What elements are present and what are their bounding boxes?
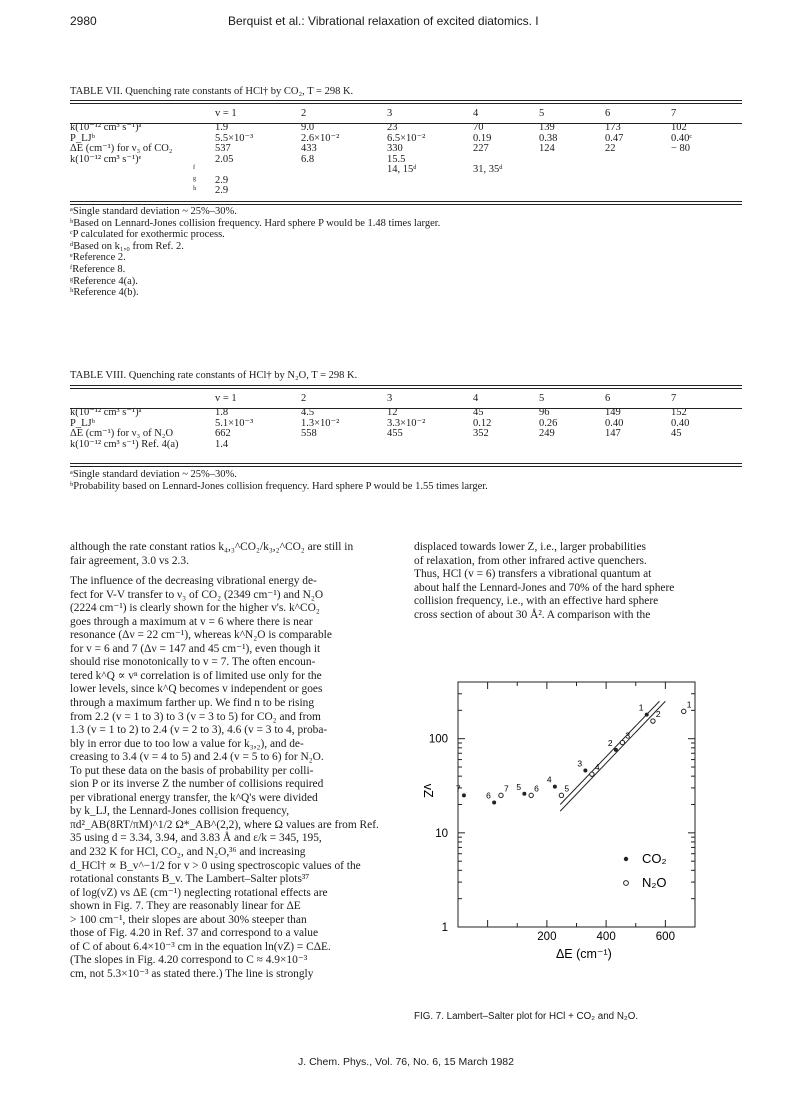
y-axis-label: vZ: [421, 783, 435, 798]
table-cell: [539, 440, 605, 451]
point-label: 5: [516, 781, 522, 792]
table-cell: [539, 176, 605, 187]
table-row: [70, 123, 742, 134]
footnote: ᵇProbability based on Lennard-Jones collision frequency. Hard sphere P would be 1.55 times larger.: [70, 480, 488, 492]
table7-bottom-rule: [70, 201, 742, 202]
table-cell: 2.9: [215, 174, 229, 186]
n2o-point: [620, 740, 624, 744]
x-axis-label: ΔE (cm⁻¹): [555, 947, 612, 961]
table-cell: ᵍ: [193, 174, 197, 186]
text-line: To put these data on the basis of probability per colli-: [70, 764, 314, 777]
table7-caption: TABLE VII. Quenching rate constants of HCl† by CO₂, T = 298 K.: [70, 86, 354, 97]
legend-n2o-marker: [624, 881, 629, 886]
table-cell: 102: [671, 122, 687, 133]
text-line: 1.3 (v = 1 to 2) to 2.4 (v = 2 to 3), 4.6 (v = 3 to 4, proba-: [70, 724, 328, 737]
table-cell: 6.8: [301, 153, 315, 165]
table-cell: 455: [387, 428, 403, 439]
point-label: 5: [564, 783, 570, 794]
n2o-point: [499, 793, 503, 797]
table-cell: 3.3×10⁻²: [387, 417, 426, 429]
table8-col-header-3: 3: [387, 393, 393, 404]
table-cell: [605, 186, 671, 197]
table-cell: 330: [387, 143, 403, 154]
table-cell: 5.1×10⁻³: [215, 417, 254, 429]
co2-point: [583, 768, 587, 772]
table-row: [70, 408, 742, 419]
table-cell: 0.26: [539, 417, 558, 429]
footnote: ᵃSingle standard deviation ~ 25%–30%.: [70, 206, 237, 217]
co2-point: [522, 792, 526, 796]
table-cell: [473, 176, 539, 187]
table-cell: [301, 165, 387, 176]
table-cell: [671, 186, 742, 197]
text-line: collision frequency, i.e., with an effective hard sphere: [414, 595, 659, 608]
text-line: resonance (Δν = 22 cm⁻¹), whereas k^N₂O is comparable: [70, 629, 332, 642]
text-line: through a maximum farther up. We find n to be rising: [70, 697, 315, 710]
table-cell: 0.47: [605, 132, 624, 144]
footnote: ᵉReference 2.: [70, 252, 126, 264]
table-cell: 537: [215, 143, 231, 154]
table-cell: 173: [605, 122, 621, 133]
table-row: [70, 165, 742, 176]
page-header: [70, 14, 742, 34]
text-line: of relaxation, from other infrared active quenchers.: [414, 554, 647, 567]
n2o-point: [559, 793, 563, 797]
point-label: 4: [594, 762, 600, 773]
table-cell: [605, 176, 671, 187]
table-cell: 249: [539, 428, 555, 439]
n2o-point: [590, 772, 594, 776]
table-cell: [539, 165, 605, 176]
text-line: by k_LJ, the Lennard-Jones collision frequency,: [70, 805, 290, 818]
running-title: Berquist et al.: Vibrational relaxation of excited diatomics. I: [228, 14, 539, 28]
table-cell: 0.40: [605, 417, 624, 429]
text-line: per vibrational energy transfer, the k^Q's were divided: [70, 791, 318, 804]
point-label: 1: [686, 699, 692, 710]
table7-col-header-7: 7: [671, 108, 677, 119]
footnote: ʰReference 4(b).: [70, 287, 139, 299]
point-label: 6: [534, 783, 539, 794]
table-cell: [539, 155, 605, 166]
table-cell: [605, 440, 671, 451]
table-cell: [539, 186, 605, 197]
co2-point: [645, 713, 649, 717]
y-tick-label: 100: [428, 733, 448, 746]
text-line: sion P or its inverse Z the number of collisions required: [70, 778, 324, 791]
table7-col-header-3: 3: [387, 108, 393, 119]
table-cell: [301, 440, 387, 451]
table7-col-header-5: 5: [539, 108, 545, 119]
table7-col-header-6: 6: [605, 108, 611, 119]
table8-col-header-4: 4: [473, 393, 479, 404]
table-cell: 1.8: [215, 407, 229, 418]
table7-col-header-2: 2: [301, 108, 307, 119]
table-cell: 9.0: [301, 122, 315, 133]
text-line: rotational constants B_v. The Lambert–Salter plots³⁷: [70, 873, 310, 886]
table-cell: 433: [301, 143, 317, 154]
table-cell: 0.19: [473, 132, 492, 144]
footnote: ᵈBased on k₁,₀ from Ref. 2.: [70, 240, 184, 252]
table-cell: 352: [473, 428, 489, 439]
table-row: [70, 144, 742, 155]
text-line: of log(vZ) vs ΔE (cm⁻¹) neglecting rotational effects are: [70, 886, 328, 899]
table-cell: 15.5: [387, 153, 406, 165]
table-cell: 558: [301, 428, 317, 439]
table-cell: ʰ: [193, 185, 197, 196]
legend-label: CO₂: [642, 851, 667, 866]
table-cell: 31, 35ᵈ: [473, 164, 503, 175]
table-cell: 6.5×10⁻²: [387, 132, 426, 144]
table-cell: 14, 15ᵈ: [387, 164, 417, 175]
table8-col-header-0: [70, 390, 215, 408]
table7-header-rule: [70, 123, 742, 124]
table-cell: 45: [473, 407, 484, 418]
co2-point: [553, 785, 557, 789]
table-cell: 662: [215, 428, 231, 439]
journal-footer: J. Chem. Phys., Vol. 76, No. 6, 15 March 1982: [298, 1056, 514, 1068]
table-cell: [671, 155, 742, 166]
table-cell: 22: [605, 143, 616, 154]
x-tick-label: 400: [596, 931, 616, 943]
co2-point: [462, 793, 466, 797]
table-row: [70, 176, 742, 187]
text-line: of C of about 6.4×10⁻³ cm in the equation ln(vZ) = CΔE.: [70, 940, 331, 953]
table7-top-rule: [70, 100, 742, 101]
figure-7-caption: FIG. 7. Lambert–Salter plot for HCl + CO₂ and N₂O.: [414, 1011, 639, 1022]
text-line: for v = 6 and 7 (Δν = 147 and 45 cm⁻¹), even though it: [70, 642, 321, 655]
text-line: bly in error due to too low a value for k₃,₂), and de-: [70, 737, 304, 750]
co2-point: [492, 801, 496, 805]
table7-bottom-rule-2: [70, 204, 742, 205]
footnote: ᵃSingle standard deviation ~ 25%–30%.: [70, 469, 237, 480]
y-tick-label: 10: [435, 827, 448, 840]
table-cell: [387, 176, 473, 187]
table-cell: 23: [387, 122, 398, 133]
table-cell: 147: [605, 428, 621, 439]
table8-bottom-rule: [70, 463, 742, 464]
table-cell: P_LJᵇ: [70, 417, 95, 429]
table8-col-header-5: 5: [539, 393, 545, 404]
text-line: tered k^Q ∝ vⁿ correlation is of limited use only for the: [70, 669, 322, 682]
table7-top-rule-2: [70, 103, 742, 104]
table-cell: 2.05: [215, 153, 234, 165]
point-label: 7: [503, 783, 509, 794]
table-cell: [605, 165, 671, 176]
table-cell: ᶠ: [193, 164, 196, 175]
point-label: 6: [486, 790, 491, 801]
table8-col-header-7: 7: [671, 393, 677, 404]
text-line: cm, not 5.3×10⁻³ as stated there.) The line is strongly: [70, 967, 314, 980]
text-line: although the rate constant ratios k₄,₃^CO₂/k₃,₂^CO₂ are still in: [70, 541, 354, 553]
table-cell: − 80: [671, 143, 691, 154]
point-label: 4: [546, 774, 552, 785]
legend-label: N₂O: [642, 875, 667, 890]
table-cell: 0.38: [539, 132, 558, 144]
text-line: Thus, HCl (v = 6) transfers a vibrational quantum at: [414, 568, 652, 581]
table-cell: 1.3×10⁻²: [301, 417, 340, 429]
table-cell: 12: [387, 407, 398, 418]
table-cell: 227: [473, 143, 489, 154]
table-cell: P_LJᵇ: [70, 132, 95, 144]
table-cell: 139: [539, 122, 555, 133]
table8-col-header-2: 2: [301, 393, 307, 404]
text-line: should rise monotonically to v = 7. The often encoun-: [70, 656, 316, 669]
table-cell: k(10⁻¹² cm³ s⁻¹)ᵉ: [70, 153, 142, 165]
table-cell: 1.9: [215, 122, 229, 133]
n2o-point: [529, 793, 533, 797]
table-cell: k(10⁻¹² cm³ s⁻¹)ᵃ: [70, 407, 142, 418]
text-line: and 232 K for HCl, CO₂, and N₂O,³⁶ and increasing: [70, 846, 306, 859]
text-line: lower levels, since k^Q becomes v independent or goes: [70, 683, 323, 696]
n2o-point: [651, 719, 655, 723]
table8-col-header-6: 6: [605, 393, 611, 404]
table7-col-header-0: [70, 105, 215, 123]
text-line: from 2.2 (v = 1 to 3) to 3 (v = 3 to 5) for CO₂ and from: [70, 710, 321, 723]
text-line: The influence of the decreasing vibrational energy de-: [70, 575, 317, 588]
table-cell: ΔE (cm⁻¹) for ν₃ of CO₂: [70, 143, 173, 154]
x-tick-label: 200: [537, 931, 557, 943]
text-line: creasing to 3.4 (v = 4 to 5) and 2.4 (v = 5 to 6) for N₂O.: [70, 751, 324, 764]
page-number: 2980: [70, 14, 97, 28]
text-line: cross section of about 30 Å². A comparison with the: [414, 608, 651, 621]
table-cell: [671, 440, 742, 451]
table8-top-rule-2: [70, 388, 742, 389]
table-cell: [301, 176, 387, 187]
table-cell: 70: [473, 122, 484, 133]
table-cell: 124: [539, 143, 555, 154]
text-line: (The slopes in Fig. 4.20 correspond to C ≈ 4.9×10⁻³: [70, 954, 308, 967]
figure-7-lambert-salter-plot: [421, 677, 698, 962]
table7-footnotes: [70, 206, 440, 299]
table-row: [70, 440, 742, 451]
text-line: shown in Fig. 7. They are reasonably linear for ΔE: [70, 900, 301, 913]
legend-co2-marker: [624, 857, 628, 861]
table7-body: [70, 123, 742, 197]
table8: [70, 390, 742, 450]
table-cell: [473, 186, 539, 197]
left-column-text: [70, 541, 379, 982]
footnote: ᶠReference 8.: [70, 263, 126, 275]
text-line: > 100 cm⁻¹, their slopes are about 30% steeper than: [70, 913, 307, 926]
right-column-text: [414, 541, 674, 622]
table-cell: [671, 165, 742, 176]
table-cell: [215, 165, 301, 176]
text-line: fair agreement, 3.0 vs 2.3.: [70, 554, 189, 567]
x-tick-label: 600: [655, 931, 675, 943]
table8-header-row: [70, 390, 742, 408]
text-line: [70, 568, 379, 575]
table8-caption: TABLE VIII. Quenching rate constants of HCl† by N₂O, T = 298 K.: [70, 370, 358, 381]
co2-point: [614, 748, 618, 752]
table-row: [70, 429, 742, 440]
table7: [70, 105, 742, 197]
table-cell: [605, 155, 671, 166]
table8-top-rule: [70, 385, 742, 386]
fit-line: [560, 701, 665, 811]
text-line: goes through a maximum at v = 6 where there is near: [70, 615, 313, 628]
table-row: [70, 186, 742, 197]
table8-body: [70, 408, 742, 450]
table7-col-header-1: v = 1: [215, 108, 237, 119]
text-line: fect for V-V transfer to ν₃ of CO₂ (2349 cm⁻¹) and N₂O: [70, 588, 324, 601]
table-cell: 96: [539, 407, 550, 418]
text-line: about half the Lennard-Jones and 70% of the hard sphere: [414, 581, 675, 594]
point-label: 2: [607, 737, 613, 748]
text-line: d_HCl† ∝ B_v^−1/2 for v > 0 using spectroscopic values of the: [70, 859, 361, 872]
table8-footnotes: [70, 469, 488, 492]
footnote: ᵇBased on Lennard-Jones collision frequency. Hard sphere P would be 1.48 times larger.: [70, 217, 441, 229]
point-label: 1: [638, 702, 644, 713]
n2o-point: [682, 709, 686, 713]
table8-header-rule: [70, 408, 742, 409]
table-cell: 152: [671, 407, 687, 418]
table-cell: [387, 440, 473, 451]
table8-col-header-1: v = 1: [215, 393, 237, 404]
table-cell: 149: [605, 407, 621, 418]
table-cell: 0.40: [671, 417, 690, 429]
footnote: ᵍReference 4(a).: [70, 275, 138, 287]
table-cell: 2.9: [215, 185, 229, 196]
table-cell: 0.40ᶜ: [671, 132, 693, 144]
table-cell: 45: [671, 428, 682, 439]
text-line: πd²_AB(8RT/πM)^1/2 Ω*_AB^(2,2), where Ω values are from Ref.: [70, 818, 379, 831]
point-label: 7: [455, 783, 461, 794]
y-tick-label: 1: [441, 922, 448, 934]
table-cell: k(10⁻¹² cm³ s⁻¹)ᵃ: [70, 122, 142, 133]
text-line: those of Fig. 4.20 in Ref. 37 and correspond to a value: [70, 927, 319, 940]
table7-header-row: [70, 105, 742, 123]
table-cell: [473, 440, 539, 451]
table-cell: 2.6×10⁻²: [301, 132, 340, 144]
table-cell: [387, 186, 473, 197]
point-label: 2: [655, 709, 661, 720]
table-cell: [671, 176, 742, 187]
table8-bottom-rule-2: [70, 466, 742, 467]
table-cell: [301, 186, 387, 197]
footnote: ᶜP calculated for exothermic process.: [70, 229, 225, 241]
point-label: 3: [577, 758, 583, 769]
text-line: displaced towards lower Z, i.e., larger probabilities: [414, 541, 646, 553]
table-cell: 5.5×10⁻³: [215, 132, 254, 144]
table-cell: ΔE (cm⁻¹) for ν₃ of N₂O: [70, 428, 174, 439]
text-line: (2224 cm⁻¹) is clearly shown for the higher v's. k^CO₂: [70, 602, 320, 615]
table-cell: 4.5: [301, 407, 315, 418]
table-cell: k(10⁻¹² cm³ s⁻¹) Ref. 4(a): [70, 438, 179, 450]
text-line: 35 using d = 3.34, 3.94, and 3.83 Å and ε/k = 345, 195,: [70, 832, 322, 845]
table-cell: 1.4: [215, 438, 229, 450]
table7-col-header-4: 4: [473, 108, 479, 119]
point-label: 3: [625, 730, 631, 741]
table-cell: 0.12: [473, 417, 492, 429]
fit-line: [560, 701, 659, 804]
